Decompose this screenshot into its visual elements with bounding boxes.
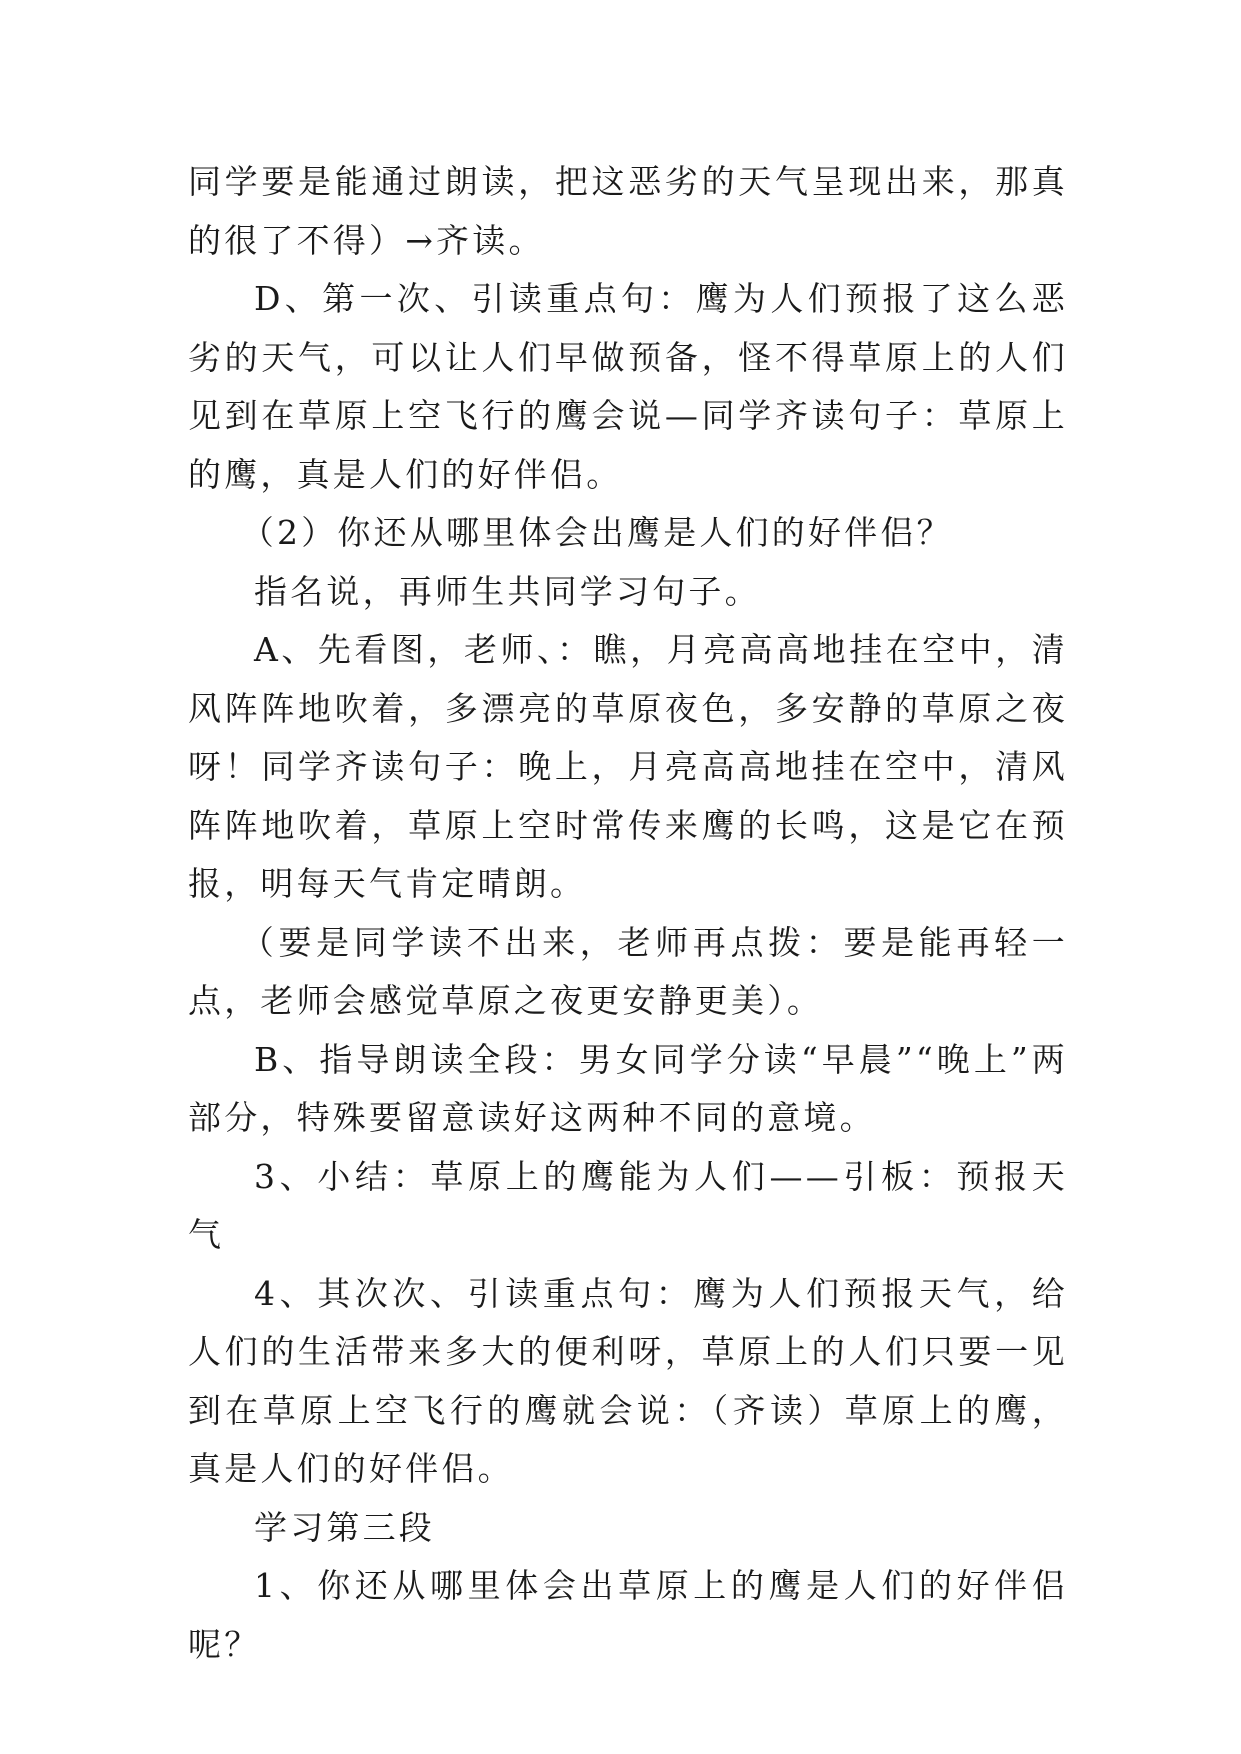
paragraph-8: 3、小结：草原上的鹰能为人们——引板：预报天气 — [188, 1156, 1068, 1254]
document-body — [188, 153, 1068, 1674]
section-heading: 学习第三段 — [254, 1507, 435, 1547]
paragraph-3: （2）你还从哪里体会出鹰是人们的好伴侣？ — [240, 513, 953, 552]
paragraph-1: 同学要是能通过朗读，把这恶劣的天气呈现出来，那真的很了不得）→齐读。 — [188, 162, 1068, 260]
paragraph-7: B、指导朗读全段：男女同学分读“早晨”“晚上”两部分，特殊要留意读好这两种不同的意境。 — [188, 1039, 1068, 1137]
paragraph-6: （要是同学读不出来，老师再点拨：要是能再轻一点，老师会感觉草原之夜更安静更美）。 — [188, 922, 1068, 1020]
paragraph-4: 指名说，再师生共同学习句子。 — [254, 571, 761, 611]
paragraph-10: 1、你还从哪里体会出草原上的鹰是人们的好伴侣呢？ — [188, 1566, 1068, 1664]
paragraph-2: D、第一次、引读重点句：鹰为人们预报了这么恶劣的天气，可以让人们早做预备，怪不得草原上的人们见到在草原上空飞行的鹰会说—同学齐读句子：草原上的鹰，真是人们的好伴侣。 — [188, 279, 1068, 494]
paragraph-5: A、先看图，老师、：瞧，月亮高高地挂在空中，清风阵阵地吹着，多漂亮的草原夜色，多安静的草原之夜呀！同学齐读句子：晚上，月亮高高地挂在空中，清风阵阵地吹着，草原上空时常传来鹰的长鸣，这是它在预报，明每天气肯定晴朗。 — [188, 630, 1068, 903]
paragraph-9: 4、其次次、引读重点句：鹰为人们预报天气，给人们的生活带来多大的便利呀，草原上的人们只要一见到在草原上空飞行的鹰就会说：（齐读）草原上的鹰，真是人们的好伴侣。 — [188, 1273, 1068, 1488]
